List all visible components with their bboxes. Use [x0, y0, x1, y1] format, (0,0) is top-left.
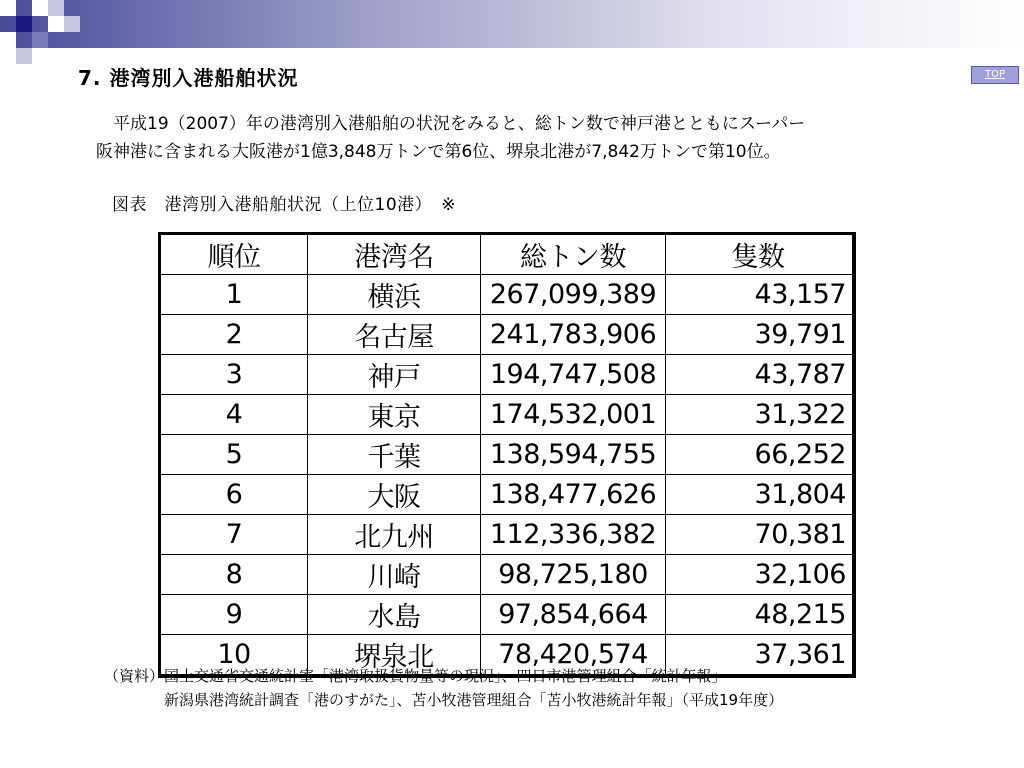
cell-tonnage: 98,725,180	[481, 555, 666, 595]
cell-port: 大阪	[308, 475, 481, 515]
cell-ship-count: 48,215	[666, 595, 853, 635]
table-row	[161, 595, 853, 635]
cell-rank: 1	[161, 275, 308, 315]
header-port: 港湾名	[308, 235, 481, 275]
header-square	[64, 16, 80, 32]
cell-port: 水島	[308, 595, 481, 635]
page-title: 7. 港湾別入港船舶状況	[78, 66, 299, 90]
cell-port: 堺泉北	[308, 635, 481, 675]
cell-rank: 5	[161, 435, 308, 475]
cell-ship-count: 70,381	[666, 515, 853, 555]
table-row	[161, 515, 853, 555]
source-line-2: 新潟県港湾統計調査「港のすがた」、苫小牧港管理組合「苫小牧港統計年報」（平成19年度）	[164, 691, 784, 709]
table-caption: 図表 港湾別入港船舶状況（上位10港） ※	[112, 195, 456, 215]
header-square	[48, 0, 64, 16]
cell-rank: 7	[161, 515, 308, 555]
cell-tonnage: 97,854,664	[481, 595, 666, 635]
cell-port: 北九州	[308, 515, 481, 555]
cell-tonnage: 112,336,382	[481, 515, 666, 555]
cell-rank: 3	[161, 355, 308, 395]
header-square	[32, 0, 48, 16]
summary-line-1: 平成19（2007）年の港湾別入港船舶の状況をみると、総トン数で神戸港とともにスーパー	[113, 114, 806, 134]
table-row	[161, 435, 853, 475]
summary-line-2: 阪神港に含まれる大阪港が1億3,848万トンで第6位、堺泉北港が7,842万トンで第10位。	[96, 142, 781, 162]
cell-port: 川崎	[308, 555, 481, 595]
cell-tonnage: 138,477,626	[481, 475, 666, 515]
cell-port: 名古屋	[308, 315, 481, 355]
cell-rank: 4	[161, 395, 308, 435]
header-square	[16, 48, 32, 64]
cell-ship-count: 43,157	[666, 275, 853, 315]
cell-ship-count: 31,322	[666, 395, 853, 435]
cell-port: 神戸	[308, 355, 481, 395]
cell-port: 千葉	[308, 435, 481, 475]
port-ranking-table	[158, 232, 856, 678]
cell-ship-count: 66,252	[666, 435, 853, 475]
table-row	[161, 315, 853, 355]
header-square	[32, 48, 48, 64]
header-square	[0, 32, 16, 48]
header-square	[16, 16, 32, 32]
header-ship-count: 隻数	[666, 235, 853, 275]
header-square	[32, 32, 48, 48]
cell-rank: 6	[161, 475, 308, 515]
source-note	[104, 664, 783, 712]
cell-tonnage: 241,783,906	[481, 315, 666, 355]
table-header-row	[161, 235, 853, 275]
cell-rank: 10	[161, 635, 308, 675]
header-square	[48, 16, 64, 32]
table-row	[161, 555, 853, 595]
header-square	[0, 0, 16, 16]
cell-tonnage: 267,099,389	[481, 275, 666, 315]
summary-paragraph	[96, 110, 966, 166]
cell-rank: 9	[161, 595, 308, 635]
header-tonnage: 総トン数	[481, 235, 666, 275]
cell-ship-count: 43,787	[666, 355, 853, 395]
table-row	[161, 475, 853, 515]
source-line-1: （資料）国土交通省交通統計室「港湾取扱貨物量等の現況」、四日市港管理組合「統計年報」	[104, 667, 727, 685]
top-link-button[interactable]: TOP	[971, 66, 1019, 84]
cell-tonnage: 174,532,001	[481, 395, 666, 435]
cell-ship-count: 31,804	[666, 475, 853, 515]
cell-tonnage: 194,747,508	[481, 355, 666, 395]
header-rank: 順位	[161, 235, 308, 275]
table-row	[161, 355, 853, 395]
cell-rank: 2	[161, 315, 308, 355]
cell-tonnage: 78,420,574	[481, 635, 666, 675]
header-banner	[0, 0, 1024, 48]
cell-port: 東京	[308, 395, 481, 435]
cell-rank: 8	[161, 555, 308, 595]
table-row	[161, 275, 853, 315]
cell-tonnage: 138,594,755	[481, 435, 666, 475]
cell-ship-count: 37,361	[666, 635, 853, 675]
cell-port: 横浜	[308, 275, 481, 315]
table-row	[161, 395, 853, 435]
cell-ship-count: 39,791	[666, 315, 853, 355]
cell-ship-count: 32,106	[666, 555, 853, 595]
